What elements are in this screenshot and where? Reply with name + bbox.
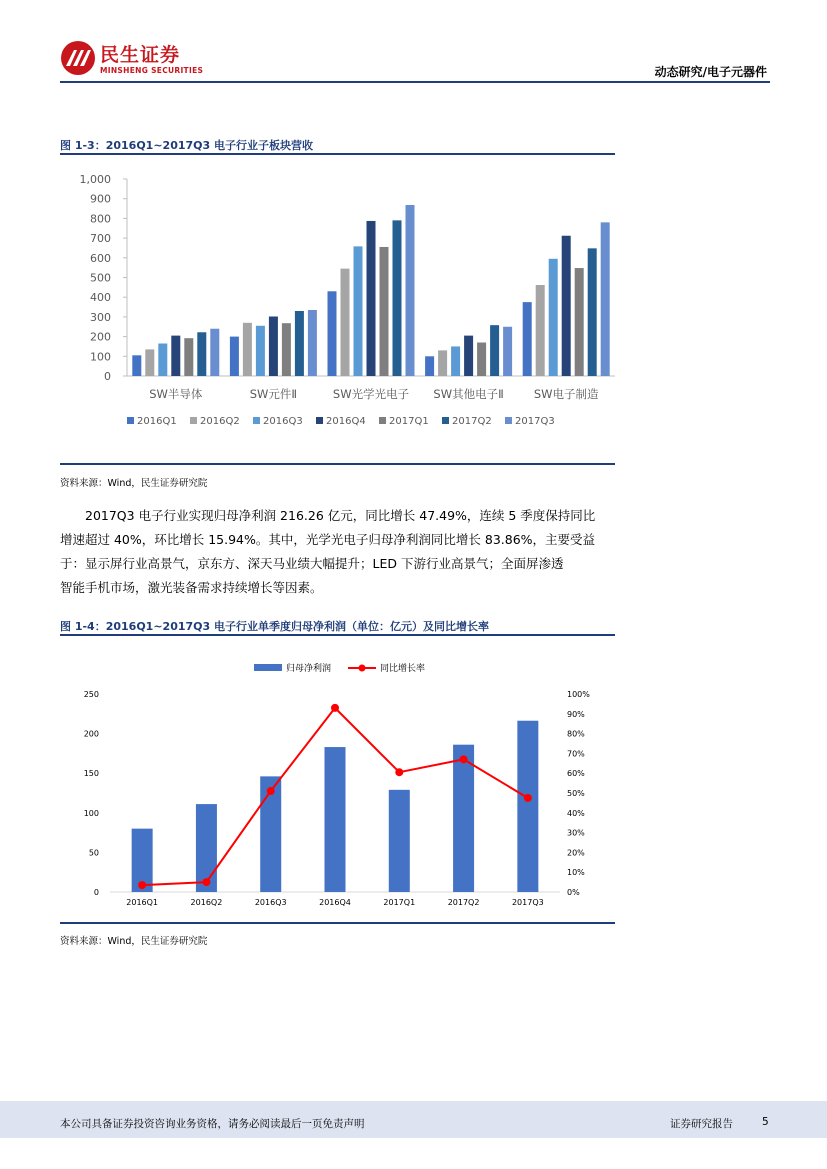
y-right-tick-label: 80% — [567, 729, 585, 739]
logo-subtext: MINSHENG SECURITIES — [100, 66, 204, 75]
legend-swatch-bar — [254, 664, 282, 671]
bar-net-profit — [517, 721, 538, 892]
y-left-tick-label: 100 — [83, 808, 99, 818]
growth-rate-point — [267, 787, 275, 795]
bar-2017Q1 — [575, 268, 584, 376]
growth-rate-point — [460, 755, 468, 763]
bar-2016Q2 — [438, 350, 447, 376]
bar-2016Q3 — [354, 246, 363, 376]
y-tick-label: 200 — [90, 330, 111, 344]
bar-2017Q2 — [295, 311, 304, 376]
y-tick-label: 1,000 — [79, 173, 111, 186]
footer-disclaimer: 本公司具备证券投资咨询业务资格，请务必阅读最后一页免责声明 — [60, 1118, 365, 1130]
y-right-tick-label: 100% — [567, 690, 590, 699]
x-category-label: 2016Q3 — [254, 898, 287, 907]
bar-2016Q1 — [230, 337, 239, 376]
bar-2016Q2 — [243, 323, 252, 376]
legend-swatch-marker — [359, 665, 366, 672]
bar-2017Q3 — [601, 222, 610, 376]
paragraph-line-3: 于：显示屏行业高景气，京东方、深天马业绩大幅提升；LED 下游行业高景气；全面屏渗透 — [60, 556, 564, 571]
x-category-label: SW电子制造 — [533, 387, 599, 401]
bar-2017Q2 — [588, 248, 597, 376]
y-tick-label: 600 — [90, 251, 111, 265]
x-category-label: 2016Q4 — [319, 898, 351, 907]
y-right-tick-label: 10% — [567, 868, 585, 878]
bar-2017Q3 — [308, 310, 317, 376]
bar-2017Q1 — [282, 323, 291, 376]
y-right-tick-label: 60% — [567, 769, 585, 779]
bar-2016Q2 — [536, 285, 545, 376]
y-right-tick-label: 30% — [567, 828, 585, 838]
y-right-tick-label: 20% — [567, 848, 585, 858]
bar-2016Q4 — [171, 336, 180, 376]
growth-rate-point — [395, 768, 403, 776]
bar-2016Q1 — [523, 302, 532, 376]
figure2-top-rule — [60, 634, 615, 636]
bar-2017Q3 — [503, 327, 512, 376]
bar-2017Q2 — [197, 332, 206, 376]
bar-2016Q1 — [132, 355, 141, 376]
bar-2016Q3 — [451, 346, 460, 376]
net-profit-growth-chart — [60, 650, 620, 920]
bar-2017Q2 — [490, 325, 499, 376]
footer-report-type: 证券研究报告 — [670, 1118, 733, 1130]
paragraph-line-4: 智能手机市场，激光装备需求持续增长等因素。 — [60, 580, 323, 595]
bar-2016Q4 — [367, 221, 376, 376]
y-tick-label: 500 — [90, 271, 111, 285]
bar-2016Q4 — [464, 336, 473, 376]
bar-net-profit — [389, 790, 410, 892]
figure2-title: 图 1-4：2016Q1~2017Q3 电子行业单季度归母净利润（单位：亿元）及同比增长率 — [60, 620, 489, 633]
legend-swatch-2017Q2 — [442, 417, 449, 424]
bar-net-profit — [453, 745, 474, 892]
y-tick-label: 700 — [90, 232, 111, 246]
y-tick-label: 800 — [90, 212, 111, 226]
growth-rate-point — [138, 881, 146, 889]
legend-label: 2016Q3 — [263, 416, 303, 427]
figure1-title: 图 1-3：2016Q1~2017Q3 电子行业子板块营收 — [60, 139, 313, 152]
bar-2016Q1 — [425, 356, 434, 376]
bar-2016Q3 — [549, 259, 558, 376]
legend-label: 2016Q4 — [326, 416, 366, 427]
legend-label: 2017Q1 — [389, 416, 429, 427]
y-left-tick-label: 200 — [83, 729, 99, 739]
subsector-revenue-chart — [60, 160, 620, 460]
legend-swatch-2016Q1 — [127, 417, 134, 424]
x-category-label: 2017Q1 — [383, 898, 416, 907]
y-right-tick-label: 90% — [567, 709, 585, 719]
report-category: 动态研究/电子元器件 — [654, 65, 767, 79]
y-left-tick-label: 0 — [93, 888, 99, 897]
figure2-bottom-rule — [60, 922, 615, 924]
y-tick-label: 400 — [90, 291, 111, 305]
figure1-source: 资料来源：Wind，民生证券研究院 — [60, 478, 208, 489]
legend-swatch-2016Q4 — [316, 417, 323, 424]
bar-2016Q3 — [158, 343, 167, 376]
bar-2016Q4 — [562, 236, 571, 376]
paragraph-line-2: 增速超过 40%，环比增长 15.94%。其中，光学光电子归母净利润同比增长 83.86%，主要受益 — [60, 532, 596, 547]
y-tick-label: 100 — [90, 350, 111, 364]
x-category-label: SW光学光电子 — [332, 387, 410, 401]
legend-swatch-2016Q3 — [253, 417, 260, 424]
paragraph-line-1: 2017Q3 电子行业实现归母净利润 216.26 亿元，同比增长 47.49%，连续 5 季度保持同比 — [85, 508, 596, 523]
figure2-source: 资料来源：Wind，民生证券研究院 — [60, 936, 208, 947]
y-right-tick-label: 0% — [567, 888, 580, 897]
x-category-label: 2017Q3 — [511, 898, 544, 907]
page-number: 5 — [762, 1116, 769, 1128]
x-category-label: SW半导体 — [149, 387, 203, 401]
growth-rate-point — [331, 704, 339, 712]
bar-2017Q1 — [477, 343, 486, 376]
x-category-label: 2016Q1 — [126, 898, 159, 907]
header-divider — [60, 81, 770, 83]
bar-2017Q2 — [393, 220, 402, 376]
legend-label: 2016Q1 — [137, 416, 177, 427]
bar-2017Q1 — [380, 247, 389, 376]
y-left-tick-label: 250 — [83, 690, 99, 699]
growth-rate-point — [202, 878, 210, 886]
legend-label: 2017Q2 — [452, 416, 492, 427]
legend-swatch-2017Q1 — [379, 417, 386, 424]
bar-2017Q3 — [210, 329, 219, 376]
y-left-tick-label: 50 — [88, 848, 99, 858]
y-left-tick-label: 150 — [83, 769, 99, 779]
legend-swatch-2017Q3 — [505, 417, 512, 424]
y-right-tick-label: 40% — [567, 808, 585, 818]
x-category-label: 2017Q2 — [447, 898, 480, 907]
y-right-tick-label: 70% — [567, 749, 585, 759]
legend-label: 同比增长率 — [380, 664, 426, 674]
y-tick-label: 300 — [90, 310, 111, 324]
x-category-label: 2016Q2 — [190, 898, 223, 907]
bar-2016Q1 — [328, 291, 337, 376]
bar-2016Q2 — [145, 349, 154, 376]
x-category-label: SW其他电子Ⅱ — [433, 387, 504, 401]
figure1-bottom-rule — [60, 463, 615, 465]
y-tick-label: 900 — [90, 192, 111, 206]
company-logo — [60, 38, 220, 78]
x-category-label: SW元件Ⅱ — [249, 387, 298, 401]
legend-label: 2017Q3 — [515, 416, 555, 427]
legend-label: 2016Q2 — [200, 416, 240, 427]
bar-2017Q1 — [184, 338, 193, 376]
bar-2016Q2 — [341, 269, 350, 376]
bar-net-profit — [325, 747, 346, 892]
y-right-tick-label: 50% — [567, 789, 585, 798]
logo-mark-icon — [60, 40, 96, 76]
y-tick-label: 0 — [104, 370, 111, 383]
bar-2016Q3 — [256, 326, 265, 376]
legend-label: 归母净利润 — [286, 664, 332, 674]
legend-swatch-2016Q2 — [190, 417, 197, 424]
logo-text: 民生证券 — [100, 44, 181, 66]
bar-2016Q4 — [269, 317, 278, 376]
growth-rate-point — [524, 794, 532, 802]
figure1-top-rule — [60, 153, 615, 155]
bar-2017Q3 — [406, 205, 415, 376]
